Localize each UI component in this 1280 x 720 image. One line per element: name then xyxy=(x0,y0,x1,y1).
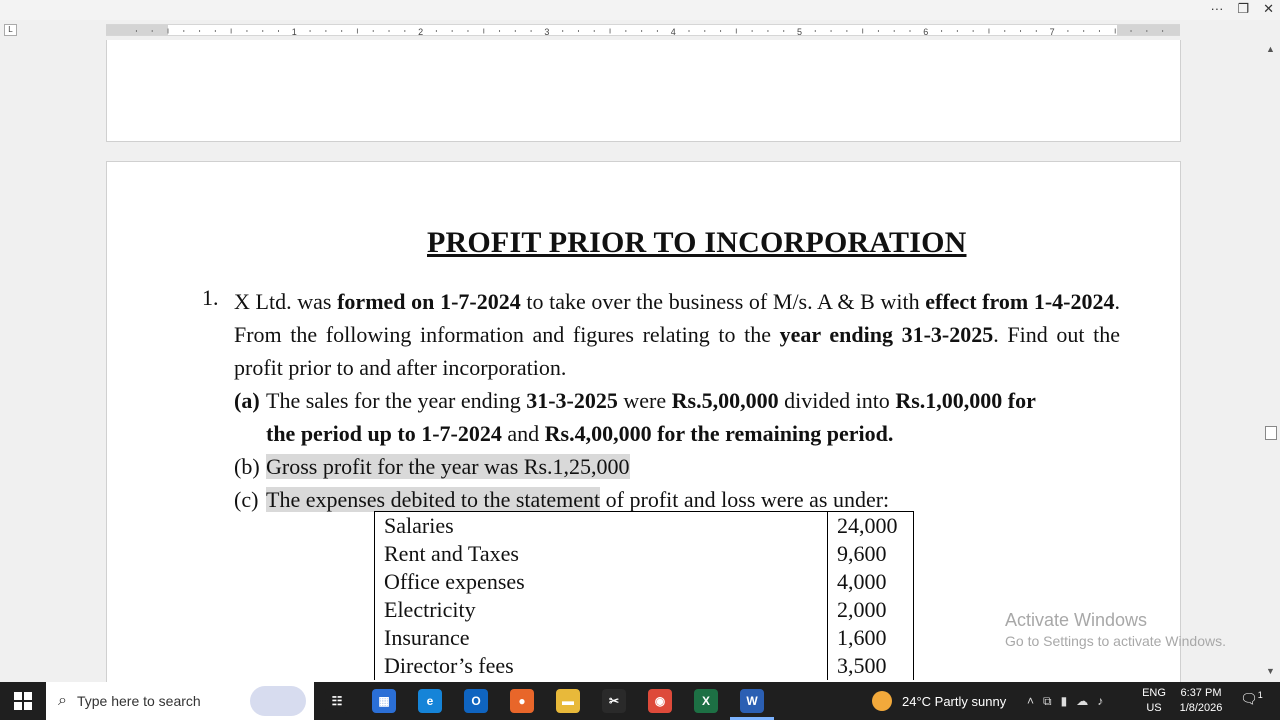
excel-icon[interactable]: X xyxy=(694,689,718,713)
expense-amount: 9,600 xyxy=(828,540,914,568)
word-icon[interactable]: W xyxy=(740,689,764,713)
ruler-number: 2 xyxy=(418,27,424,37)
item-c-text-highlighted: The expenses debited to the statement xyxy=(266,487,601,512)
ruler-number: 6 xyxy=(923,27,929,37)
clock[interactable] xyxy=(1174,686,1228,716)
search-icon: ⌕ xyxy=(58,692,67,709)
snipping-tool-icon[interactable]: ✂ xyxy=(602,689,626,713)
search-placeholder: Type here to search xyxy=(76,693,201,709)
vertical-scrollbar[interactable] xyxy=(1262,40,1280,682)
notification-icon[interactable]: 🗨$^1$ xyxy=(1240,690,1263,707)
expense-amount: 4,000 xyxy=(828,568,914,596)
activate-windows-watermark xyxy=(1005,610,1226,649)
scroll-down-icon[interactable]: ▼ xyxy=(1266,666,1275,676)
item-b xyxy=(234,450,630,483)
question-number: 1. xyxy=(202,285,219,310)
scrollbar-thumb[interactable] xyxy=(1265,426,1277,440)
item-a-line-2 xyxy=(266,417,893,450)
clock-time: 6:37 PM xyxy=(1180,687,1222,699)
scroll-up-icon[interactable]: ▲ xyxy=(1266,44,1275,54)
item-a-label: (a) xyxy=(234,388,260,413)
item-c-label: (c) xyxy=(234,487,259,512)
text-run: divided into xyxy=(778,388,896,413)
ruler-number: 7 xyxy=(1049,27,1055,37)
close-icon[interactable]: ✕ xyxy=(1263,1,1274,16)
weather-widget[interactable] xyxy=(872,682,1006,720)
expense-amount: 1,600 xyxy=(828,624,914,652)
more-options-icon[interactable]: ··· xyxy=(1210,1,1224,16)
clock-date: 1/8/2026 xyxy=(1179,702,1223,714)
item-b-label: (b) xyxy=(234,454,260,479)
region-code: US xyxy=(1146,702,1162,714)
window-top-strip xyxy=(0,0,1280,20)
restore-icon[interactable]: ❐ xyxy=(1237,1,1250,16)
outlook-icon[interactable]: O xyxy=(464,689,488,713)
text-run: year ending 31-3-2025 xyxy=(779,322,994,347)
text-run: The sales for the year ending xyxy=(266,388,527,413)
table-row xyxy=(375,624,914,652)
meet-now-icon[interactable]: ⧉ xyxy=(1043,693,1052,708)
ruler-ticks xyxy=(106,25,1180,37)
system-tray xyxy=(1027,682,1103,720)
expense-item: Office expenses xyxy=(375,568,828,596)
file-explorer-icon[interactable]: ▬ xyxy=(556,689,580,713)
volume-icon[interactable]: ♪ xyxy=(1097,694,1104,708)
text-run: Rs.5,00,000 xyxy=(671,388,779,413)
expenses-table xyxy=(374,511,914,680)
table-row xyxy=(375,512,914,541)
watermark-subtitle: Go to Settings to activate Windows. xyxy=(1005,633,1226,649)
network-icon[interactable]: ☁ xyxy=(1076,694,1089,708)
document-page[interactable] xyxy=(106,161,1181,682)
text-run: . From the following information and figures relating to the xyxy=(234,289,1120,347)
text-run: 31-3-2025 xyxy=(526,388,618,413)
task-view-icon[interactable]: ☷ xyxy=(325,689,349,713)
text-run: Rs.1,00,000 for xyxy=(895,388,1036,413)
text-run: and xyxy=(501,421,545,446)
weather-text: 24°C Partly sunny xyxy=(902,693,1007,709)
expense-item: Salaries xyxy=(375,512,828,541)
text-run: were xyxy=(617,388,672,413)
ruler-number: 4 xyxy=(670,27,676,37)
partly-sunny-icon xyxy=(872,691,892,711)
watermark-title: Activate Windows xyxy=(1005,610,1148,630)
tab-selector[interactable]: L xyxy=(4,24,17,36)
expense-item: Electricity xyxy=(375,596,828,624)
windows-logo-icon xyxy=(14,692,32,710)
taskbar xyxy=(0,682,1280,720)
start-button[interactable] xyxy=(0,682,46,720)
ruler-number: 3 xyxy=(544,27,550,37)
chrome-icon[interactable]: ◉ xyxy=(648,689,672,713)
text-run: formed on 1-7-2024 xyxy=(337,289,521,314)
table-row xyxy=(375,596,914,624)
text-run: X Ltd. was xyxy=(234,289,338,314)
taskbar-search-box[interactable] xyxy=(46,682,314,720)
show-hidden-icons-icon[interactable]: ˄ xyxy=(1027,694,1035,708)
table-row xyxy=(375,540,914,568)
text-run: to take over the business of M/s. A & B with xyxy=(520,289,926,314)
item-a-text xyxy=(266,388,1036,413)
language-indicator[interactable] xyxy=(1141,686,1167,716)
expense-amount: 24,000 xyxy=(828,512,914,541)
language-code: ENG xyxy=(1142,687,1166,699)
microphone-icon[interactable]: ▮ xyxy=(1060,694,1068,708)
text-run: effect from 1-4-2024 xyxy=(925,289,1115,314)
text-run: . Find out the profit prior to and after incorporation. xyxy=(234,322,1120,380)
expense-item: Director’s fees xyxy=(375,652,828,680)
window-controls xyxy=(1210,1,1274,17)
document-title: PROFIT PRIOR TO INCORPORATION xyxy=(427,226,967,259)
expense-amount: 2,000 xyxy=(828,596,914,624)
item-b-text: Gross profit for the year was Rs.1,25,000 xyxy=(266,454,630,479)
text-run: the period up to 1-7-2024 xyxy=(266,421,502,446)
question-intro xyxy=(234,285,1120,384)
expense-amount: 3,500 xyxy=(828,652,914,680)
expense-item: Insurance xyxy=(375,624,828,652)
item-a-line-1 xyxy=(234,384,1036,417)
horizontal-ruler[interactable] xyxy=(106,24,1180,36)
edge-icon[interactable]: e xyxy=(418,689,442,713)
text-run: Rs.4,00,000 for the remaining period. xyxy=(544,421,894,446)
ruler-bar xyxy=(0,20,1280,40)
microsoft-store-icon[interactable]: ▦ xyxy=(372,689,396,713)
ruler-number: 5 xyxy=(796,27,803,37)
document-canvas[interactable] xyxy=(0,40,1262,682)
expense-item: Rent and Taxes xyxy=(375,540,828,568)
previous-page xyxy=(106,40,1181,142)
search-highlight-image xyxy=(250,686,306,716)
firefox-icon[interactable]: ● xyxy=(510,689,534,713)
ruler-number: 1 xyxy=(291,27,297,37)
notification-count: 1 xyxy=(1257,690,1263,700)
table-row xyxy=(375,652,914,680)
table-row xyxy=(375,568,914,596)
item-c-text: of profit and loss were as under: xyxy=(600,487,890,512)
